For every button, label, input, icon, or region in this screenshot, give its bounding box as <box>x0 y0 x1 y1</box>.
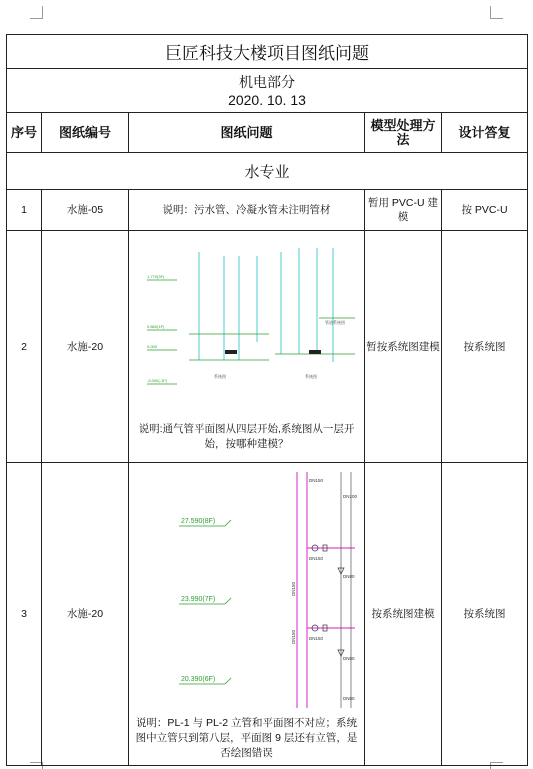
pipe-label-dn100: DN100 <box>343 493 358 499</box>
pipe-label-dn80-a: DN80 <box>343 573 355 579</box>
table-row <box>7 463 528 766</box>
svg-text:管道系统图: 管道系统图 <box>325 319 345 325</box>
svg-text:-5.000(-1F): -5.000(-1F) <box>147 377 168 383</box>
pipe-label-dn150-low: DN150 <box>309 635 324 641</box>
level-label-7f: 23.990(7F) <box>181 595 216 603</box>
header-issue: 图纸问题 <box>129 113 365 153</box>
row-issue: 说明:通气管平面图从四层开始,系统图从一层开始，按哪种建模？ <box>138 422 355 450</box>
svg-text:0.000: 0.000 <box>147 343 158 349</box>
page-corner-mark-top-left <box>30 6 43 19</box>
riser-label-dn150: DN150 <box>291 581 296 596</box>
row-design-reply: 按 PVC-U <box>442 190 528 231</box>
document-date: 2020. 10. 13 <box>228 91 306 108</box>
riser-label-dn: DN150 <box>291 629 296 644</box>
table-row <box>7 231 528 463</box>
pipe-label-dn150-mid: DN150 <box>309 555 324 561</box>
section-header <box>7 69 528 113</box>
level-label-8f: 27.590(8F) <box>181 517 216 525</box>
vent-pipe-system-drawing <box>129 242 365 422</box>
svg-text:1.770(3F): 1.770(3F) <box>147 273 165 279</box>
drawing-issues-table <box>6 34 528 766</box>
row-model-method: 按系统图建模 <box>365 463 442 766</box>
row-drawing-no: 水施-20 <box>42 463 129 766</box>
row-seq: 2 <box>7 231 42 463</box>
row-model-method: 暂按系统图建模 <box>365 231 442 463</box>
table-row <box>7 190 528 231</box>
header-design-reply: 设计答复 <box>442 113 528 153</box>
pipe-label-dn80-b: DN80 <box>343 655 355 661</box>
row-design-reply: 按系统图 <box>442 231 528 463</box>
row-issue: 说明：污水管、冷凝水管未注明管材 <box>129 190 365 231</box>
row-issue-cell <box>129 231 365 463</box>
page-corner-mark-top-right <box>490 6 503 19</box>
row-drawing-no: 水施-20 <box>42 231 129 463</box>
row-drawing-no: 水施-05 <box>42 190 129 231</box>
svg-text:系统图: 系统图 <box>214 373 226 379</box>
section-name: 机电部分 <box>239 73 295 90</box>
document-title: 巨匠科技大楼项目图纸问题 <box>7 35 528 69</box>
header-drawing-no: 图纸编号 <box>42 113 129 153</box>
row-design-reply: 按系统图 <box>442 463 528 766</box>
row-model-method: 暂用 PVC-U 建模 <box>365 190 442 231</box>
row-issue-cell <box>129 463 365 766</box>
pipe-label-dn150-top: DN150 <box>309 477 324 483</box>
discipline-heading: 水专业 <box>7 153 528 190</box>
riser-system-drawing <box>129 468 365 716</box>
svg-text:0.860(1F): 0.860(1F) <box>147 323 165 329</box>
pipe-label-dn80-c: DN80 <box>343 695 355 701</box>
row-issue: 说明：PL-1 与 PL-2 立管和平面图不对应；系统图中立管只到第八层，平面图 9 层还有立管，是否绘图错误 <box>135 716 358 759</box>
row-seq: 3 <box>7 463 42 766</box>
header-seq: 序号 <box>7 113 42 153</box>
svg-text:系统图: 系统图 <box>305 373 317 379</box>
header-model-method: 模型处理方法 <box>365 113 442 153</box>
level-label-6f: 20.390(6F) <box>181 675 216 683</box>
row-seq: 1 <box>7 190 42 231</box>
